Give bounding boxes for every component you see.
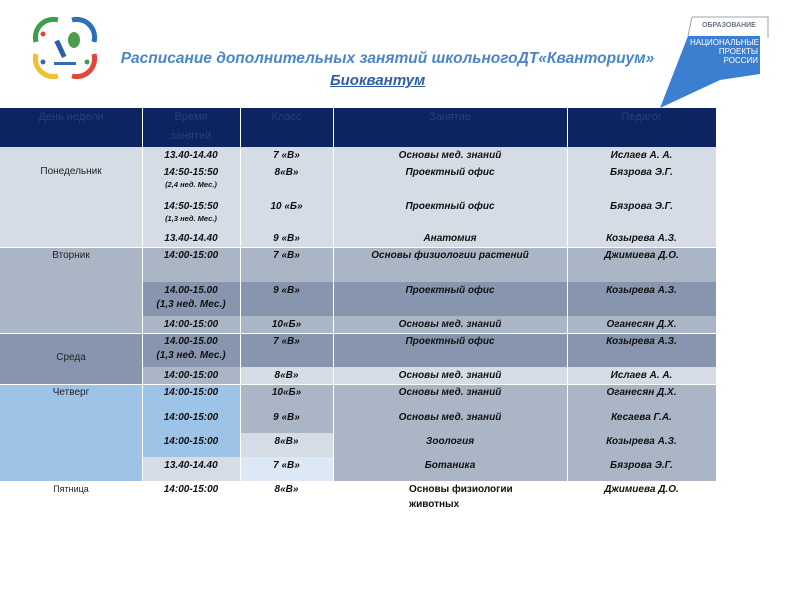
time-cell [142, 147, 240, 164]
lesson-text: Анатомия [423, 233, 477, 244]
time-cell [142, 367, 240, 384]
kvantorium-logo-icon [28, 12, 102, 82]
grid-line [567, 108, 568, 481]
time-cell [142, 198, 240, 230]
time-cell [142, 333, 240, 367]
lesson-text: Основы мед. знаний [398, 319, 502, 330]
grid-line [240, 108, 241, 481]
time-text: 14:00-15:00 [163, 319, 219, 330]
time-cell [142, 316, 240, 333]
class-text: 10«Б» [271, 319, 302, 330]
lesson-cell [333, 147, 567, 164]
lesson-cell [333, 247, 567, 282]
time-text: 13.40-14.40 [164, 150, 218, 161]
class-cell [240, 409, 333, 433]
time-cell [142, 230, 240, 247]
class-text: 8«В» [274, 484, 299, 495]
lesson-text: Проектный офис [405, 201, 495, 212]
class-text: 8«В» [274, 436, 299, 447]
time-cell [142, 164, 240, 198]
column-header-day: День недели [0, 108, 142, 147]
class-cell [240, 198, 333, 230]
teacher-text: Бязрова Э.Г. [610, 167, 673, 178]
teacher-cell [567, 481, 716, 521]
teacher-cell [567, 147, 716, 164]
class-text: 7 «В» [273, 150, 300, 161]
week-note: (2,4 нед. Мес.) [165, 180, 217, 189]
grid-line [0, 384, 716, 385]
time-text: 14:00-15:00 [163, 436, 219, 447]
time-cell [142, 247, 240, 282]
week-note: (1,3 нед. Мес.) [156, 299, 226, 310]
teacher-text: Кесаева Г.А. [611, 412, 672, 423]
lesson-cell [333, 230, 567, 247]
lesson-cell [333, 164, 567, 198]
teacher-text: Оганесян Д.Х. [606, 387, 677, 398]
class-text: 8«В» [274, 167, 299, 178]
class-text: 9 «В» [273, 233, 300, 244]
lesson-text: Проектный офис [405, 285, 495, 296]
teacher-cell [567, 409, 716, 433]
teacher-text: Бязрова Э.Г. [610, 201, 673, 212]
teacher-cell [567, 367, 716, 384]
teacher-text: Ислаев А. А. [610, 150, 673, 161]
lesson-text: Зоология [425, 436, 475, 447]
lesson-cell [333, 367, 567, 384]
teacher-cell [567, 164, 716, 198]
lesson-text: Основы физиологии растений [371, 250, 529, 261]
teacher-cell [567, 433, 716, 457]
time-cell [142, 433, 240, 457]
logo-line-3: РОССИИ [723, 56, 758, 65]
teacher-text: Козырева А.З. [606, 285, 677, 296]
class-cell [240, 481, 333, 521]
grid-line [0, 333, 716, 334]
page-title: Расписание дополнительных занятий школьногоДТ«Кванториум» [120, 50, 655, 67]
teacher-cell [567, 198, 716, 230]
lesson-cell [333, 481, 567, 521]
time-text: 14:50-15:50 [163, 201, 219, 212]
teacher-text: Козырева А.З. [606, 233, 677, 244]
day-cell-monday: Понедельник [0, 147, 142, 247]
lesson-text: Ботаника [424, 460, 476, 471]
teacher-cell [567, 316, 716, 333]
grid-line [142, 108, 143, 481]
time-text: 14:00-15:00 [163, 484, 219, 495]
teacher-text: Джимиева Д.О. [604, 484, 679, 495]
grid-line [333, 108, 334, 481]
teacher-cell [567, 384, 716, 409]
lesson-text: Основы мед. знаний [398, 150, 502, 161]
logo-line-2: ПРОЕКТЫ [718, 47, 758, 56]
logo-text-education: ОБРАЗОВАНИЕ [702, 22, 756, 29]
lesson-text: Проектный офис [405, 167, 495, 178]
class-cell [240, 384, 333, 409]
teacher-text: Бязрова Э.Г. [610, 460, 673, 471]
class-cell [240, 333, 333, 367]
teacher-text: Ислаев А. А. [610, 370, 673, 381]
lesson-cell [333, 316, 567, 333]
day-cell-wednesday: Среда [0, 333, 142, 384]
time-text: 14.00-15.00 [164, 336, 218, 347]
time-text: 13.40-14.40 [164, 233, 218, 244]
time-cell [142, 481, 240, 521]
class-text: 7 «В» [273, 460, 300, 471]
column-header-lesson: Занятие [333, 108, 567, 147]
lesson-text: Основы мед. знаний [398, 412, 502, 423]
class-text: 9 «В» [273, 412, 300, 423]
lesson-cell [333, 409, 567, 433]
teacher-cell [567, 333, 716, 367]
lesson-text-line2: животных [409, 499, 460, 510]
time-text: 14:00-15:00 [163, 250, 219, 261]
grid-line [0, 247, 716, 248]
lesson-text: Основы мед. знаний [398, 387, 502, 398]
class-text: 7 «В» [273, 336, 300, 347]
class-cell [240, 247, 333, 282]
class-cell [240, 367, 333, 384]
teacher-text: Козырева А.З. [606, 336, 677, 347]
teacher-text: Джимиева Д.О. [604, 250, 679, 261]
class-cell [240, 457, 333, 481]
teacher-text: Оганесян Д.Х. [606, 319, 677, 330]
week-note: (1,3 нед. Мес.) [165, 214, 217, 223]
teacher-cell [567, 457, 716, 481]
day-cell-friday: Пятница [0, 481, 142, 501]
class-cell [240, 433, 333, 457]
teacher-cell [567, 247, 716, 282]
logo-line-1: НАЦИОНАЛЬНЫЕ [690, 38, 759, 47]
class-text: 10«Б» [271, 387, 302, 398]
week-note: (1,3 нед. Мес.) [156, 350, 226, 361]
column-header-time: Время занятий [142, 108, 240, 147]
lesson-cell [333, 384, 567, 409]
column-header-teacher: Педагог [567, 108, 716, 147]
time-cell [142, 282, 240, 316]
lesson-text: Основы физиологии [409, 484, 513, 495]
time-text: 14:50-15:50 [163, 167, 219, 178]
lesson-text: Основы мед. знаний [398, 370, 502, 381]
lesson-cell [333, 282, 567, 316]
class-cell [240, 164, 333, 198]
time-text: 14.00-15.00 [164, 285, 218, 296]
day-cell-tuesday: Вторник [0, 247, 142, 333]
class-text: 9 «В» [273, 285, 300, 296]
class-text: 8«В» [274, 370, 299, 381]
class-cell [240, 282, 333, 316]
time-text: 13.40-14.40 [164, 460, 218, 471]
class-cell [240, 147, 333, 164]
teacher-text: Козырева А.З. [606, 436, 677, 447]
time-text: 14:00-15:00 [163, 387, 219, 398]
lesson-cell [333, 333, 567, 367]
class-cell [240, 230, 333, 247]
time-text: 14:00-15:00 [163, 412, 219, 423]
class-text: 10 «Б» [270, 201, 303, 212]
class-cell [240, 316, 333, 333]
time-text: 14:00-15:00 [163, 370, 219, 381]
teacher-cell [567, 282, 716, 316]
lesson-cell [333, 457, 567, 481]
time-cell [142, 409, 240, 433]
teacher-cell [567, 230, 716, 247]
lesson-cell [333, 433, 567, 457]
lesson-cell [333, 198, 567, 230]
logo-text-national [690, 38, 758, 65]
column-header-class: Класс [240, 108, 333, 147]
time-cell [142, 384, 240, 409]
page-subtitle: Биоквантум [330, 72, 426, 89]
national-projects-logo-icon [660, 16, 770, 108]
class-text: 7 «В» [273, 250, 300, 261]
day-cell-thursday: Четверг [0, 384, 142, 481]
time-cell [142, 457, 240, 481]
lesson-text: Проектный офис [405, 336, 495, 347]
